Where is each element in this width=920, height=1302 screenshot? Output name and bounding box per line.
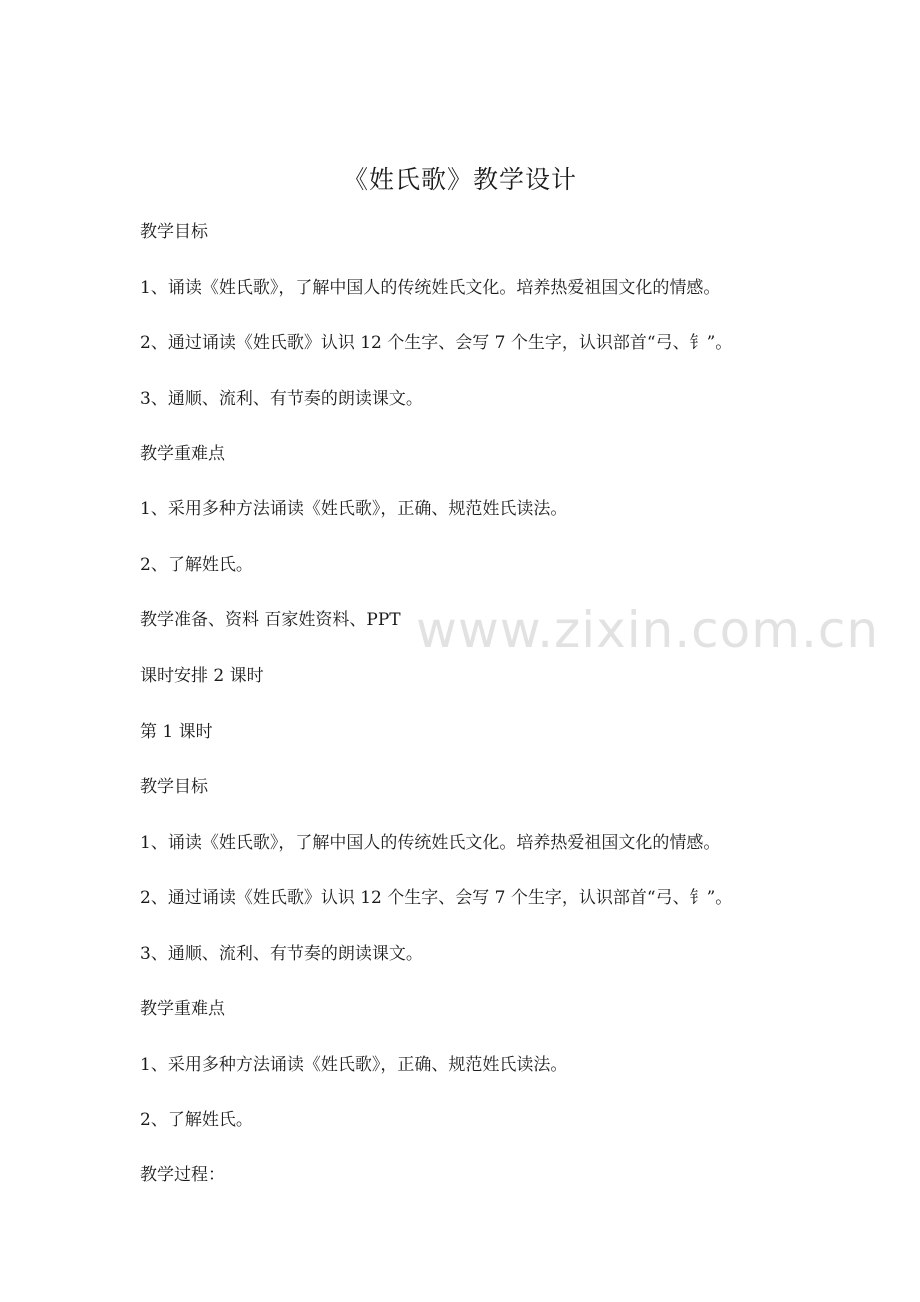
goal-item-3-repeat: 3、通顺、流利、有节奏的朗读课文。 — [140, 944, 423, 964]
difficulty-item-2-repeat: 2、了解姓氏。 — [140, 1110, 253, 1130]
document-title: 《姓氏歌》教学设计 — [342, 165, 577, 194]
goal-item-3: 3、通顺、流利、有节奏的朗读课文。 — [140, 389, 423, 409]
difficulty-item-2: 2、了解姓氏。 — [140, 555, 253, 575]
heading-teaching-goals: 教学目标 — [140, 222, 208, 242]
difficulty-item-1: 1、采用多种方法诵读《姓氏歌》，正确、规范姓氏读法。 — [140, 499, 568, 519]
heading-key-difficulties: 教学重难点 — [140, 444, 225, 464]
heading-key-difficulties-2: 教学重难点 — [140, 999, 225, 1019]
difficulty-item-1-repeat: 1、采用多种方法诵读《姓氏歌》，正确、规范姓氏读法。 — [140, 1055, 568, 1075]
goal-item-1-repeat: 1、诵读《姓氏歌》，了解中国人的传统姓氏文化。培养热爱祖国文化的情感。 — [140, 833, 721, 853]
goal-item-2-repeat: 2、通过诵读《姓氏歌》认识 12 个生字、会写 7 个生字，认识部首“弓、钅”。 — [140, 888, 733, 908]
class-schedule: 课时安排 2 课时 — [140, 666, 264, 686]
goal-item-1: 1、诵读《姓氏歌》，了解中国人的传统姓氏文化。培养热爱祖国文化的情感。 — [140, 278, 721, 298]
goal-item-2: 2、通过诵读《姓氏歌》认识 12 个生字、会写 7 个生字，认识部首“弓、钅”。 — [140, 333, 733, 353]
lesson-1-heading: 第 1 课时 — [140, 722, 213, 742]
heading-teaching-process: 教学过程： — [140, 1165, 225, 1185]
teaching-preparation: 教学准备、资料 百家姓资料、PPT — [140, 610, 401, 630]
heading-teaching-goals-2: 教学目标 — [140, 777, 208, 797]
watermark: www.zixin.com.cn — [416, 601, 880, 659]
